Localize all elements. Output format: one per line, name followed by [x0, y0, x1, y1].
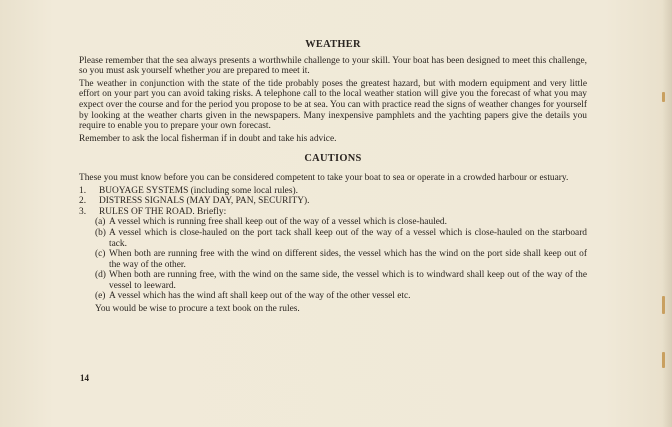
weather-paragraph	[79, 56, 587, 77]
numbered-item	[79, 196, 587, 207]
weather-heading: WEATHER	[305, 39, 361, 50]
rules-list	[95, 217, 587, 302]
rule-text: A vessel which is close-hauled on the port tack shall keep out of the way of a vessel which is close-hauled on the starboard tack.	[109, 227, 587, 249]
emphasis-text: you	[207, 66, 221, 77]
rule-item	[95, 217, 587, 228]
rule-text: When both are running free with the wind on different sides, the vessel which has the wind on the port side shall keep out of the way of the other.	[109, 249, 587, 270]
rule-letter: (d)	[95, 270, 106, 281]
rule-text: A vessel which has the wind aft shall keep out of the way of the other vessel etc.	[109, 291, 411, 302]
item-number: 1.	[79, 185, 87, 196]
page-number: 14	[80, 373, 89, 383]
weather-paragraph: The weather in conjunction with the state of the tide probably poses the greatest hazard, but with modern equipment and very little effort on your part you can avoid taking risks. A telephone call to the local weather station will give you the forecast of what you may expect over the course and for the period you propose to be at sea. You can with practice read the signs of weather changes for yourself by looking at the weather charts given in the newspapers. Many inexpensive pamphlets and the yachting papers give the details you require to enable you to prepare your own forecast.	[79, 78, 587, 132]
rule-item	[95, 291, 587, 302]
rule-letter: (c)	[95, 249, 106, 260]
rule-letter: (b)	[95, 227, 106, 238]
item-text: BUOYAGE SYSTEMS (including some local rules).	[99, 185, 298, 196]
page-edge-mark	[662, 352, 665, 368]
rule-item	[95, 228, 587, 249]
page-content	[79, 40, 587, 315]
rule-item	[95, 249, 587, 270]
closing-note: You would be wise to procure a text book on the rules.	[95, 304, 300, 315]
numbered-item	[79, 207, 587, 218]
page-edge-mark	[662, 92, 665, 102]
weather-paragraph: Remember to ask the local fisherman if in doubt and take his advice.	[79, 133, 337, 144]
rule-text: When both are running free, with the wind on the same side, the vessel which is to windward shall keep out of the way of the vessel to leeward.	[109, 270, 587, 291]
rule-letter: (e)	[95, 291, 106, 302]
page-edge-mark	[662, 296, 665, 314]
item-text: DISTRESS SIGNALS (MAY DAY, PAN, SECURITY).	[99, 196, 310, 207]
cautions-intro: These you must know before you can be considered competent to take your boat to sea or operate in a crowded harbour or estuary.	[79, 172, 569, 183]
rule-item	[95, 270, 587, 291]
item-text: RULES OF THE ROAD. Briefly:	[99, 206, 227, 217]
cautions-heading: CAUTIONS	[304, 153, 362, 165]
rule-letter: (a)	[95, 217, 106, 228]
paragraph-text: Please remember that the sea always presents a worthwhile challenge to your skill. Your boat has been designed to meet this challenge, so you must ask yourself whether	[79, 55, 587, 77]
rule-text: A vessel which is running free shall keep out of the way of a vessel which is close-hauled.	[109, 217, 447, 228]
item-number: 3.	[79, 206, 87, 217]
item-number: 2.	[79, 196, 87, 207]
numbered-item	[79, 186, 587, 197]
paragraph-text: are prepared to meet it.	[220, 66, 310, 77]
